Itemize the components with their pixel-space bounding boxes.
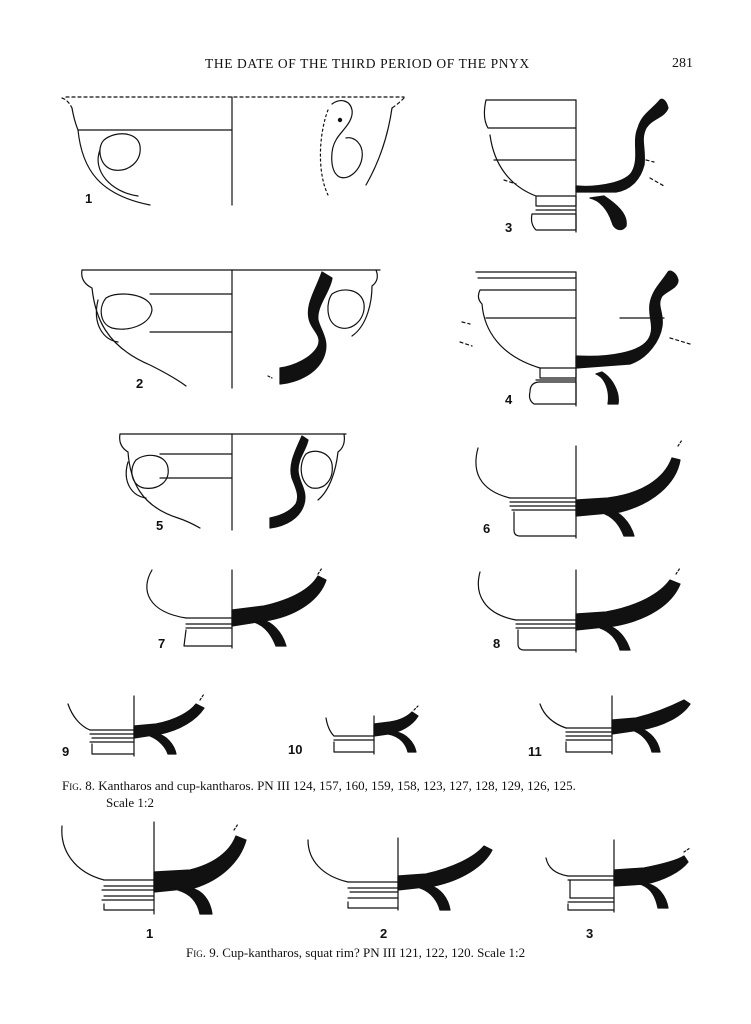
vessel-3-number: 3 xyxy=(505,220,513,235)
vessel-1-number: 1 xyxy=(85,191,93,206)
vessel-2-number: 2 xyxy=(136,376,144,391)
figure-9-caption-label: Fig. 9. xyxy=(186,945,219,960)
vessel-9-number: 9 xyxy=(62,744,70,759)
fig9-vessel-2-number: 2 xyxy=(380,926,388,941)
figure-8-caption-text: Kantharos and cup-kantharos. PN III 124, 157, 160, 159, 158, 123, 127, 128, 129, 126, 125. xyxy=(98,778,576,793)
running-head: THE DATE OF THE THIRD PERIOD OF THE PNYX xyxy=(205,56,530,71)
vessel-5-drawing xyxy=(120,434,346,530)
fig9-vessel-1-drawing xyxy=(62,822,246,914)
vessel-6-number: 6 xyxy=(483,521,491,536)
vessel-7-number: 7 xyxy=(158,636,166,651)
vessel-10-drawing xyxy=(326,706,418,754)
vessel-11-number: 11 xyxy=(528,744,542,759)
figure-9-caption xyxy=(186,944,686,961)
vessel-4-drawing xyxy=(460,271,690,406)
fig9-vessel-1-number: 1 xyxy=(146,926,154,941)
vessel-6-drawing xyxy=(476,440,682,538)
fig9-vessel-3-drawing xyxy=(546,840,690,912)
vessel-3-drawing xyxy=(484,99,668,232)
vessel-10-number: 10 xyxy=(288,742,303,757)
vessel-5-number: 5 xyxy=(156,518,164,533)
vessel-1-drawing xyxy=(62,97,404,205)
vessel-2-drawing xyxy=(82,270,380,388)
vessel-8-number: 8 xyxy=(493,636,501,651)
figure-8-caption-label: Fig. 8. xyxy=(62,778,95,793)
figure-9-caption-text: Cup-kantharos, squat rim? PN III 121, 122, 120. Scale 1:2 xyxy=(222,945,526,960)
figure-8-caption-scale: Scale 1:2 xyxy=(106,795,155,810)
page-number: 281 xyxy=(672,56,693,71)
vessel-11-drawing xyxy=(540,696,690,754)
fig9-vessel-2-drawing xyxy=(308,838,492,910)
fig9-vessel-3-number: 3 xyxy=(586,926,594,941)
vessel-7-drawing xyxy=(147,568,326,648)
vessel-8-drawing xyxy=(478,568,680,652)
vessel-4-number: 4 xyxy=(505,392,513,407)
figure-8-caption xyxy=(62,777,702,811)
vessel-9-drawing xyxy=(68,694,204,756)
